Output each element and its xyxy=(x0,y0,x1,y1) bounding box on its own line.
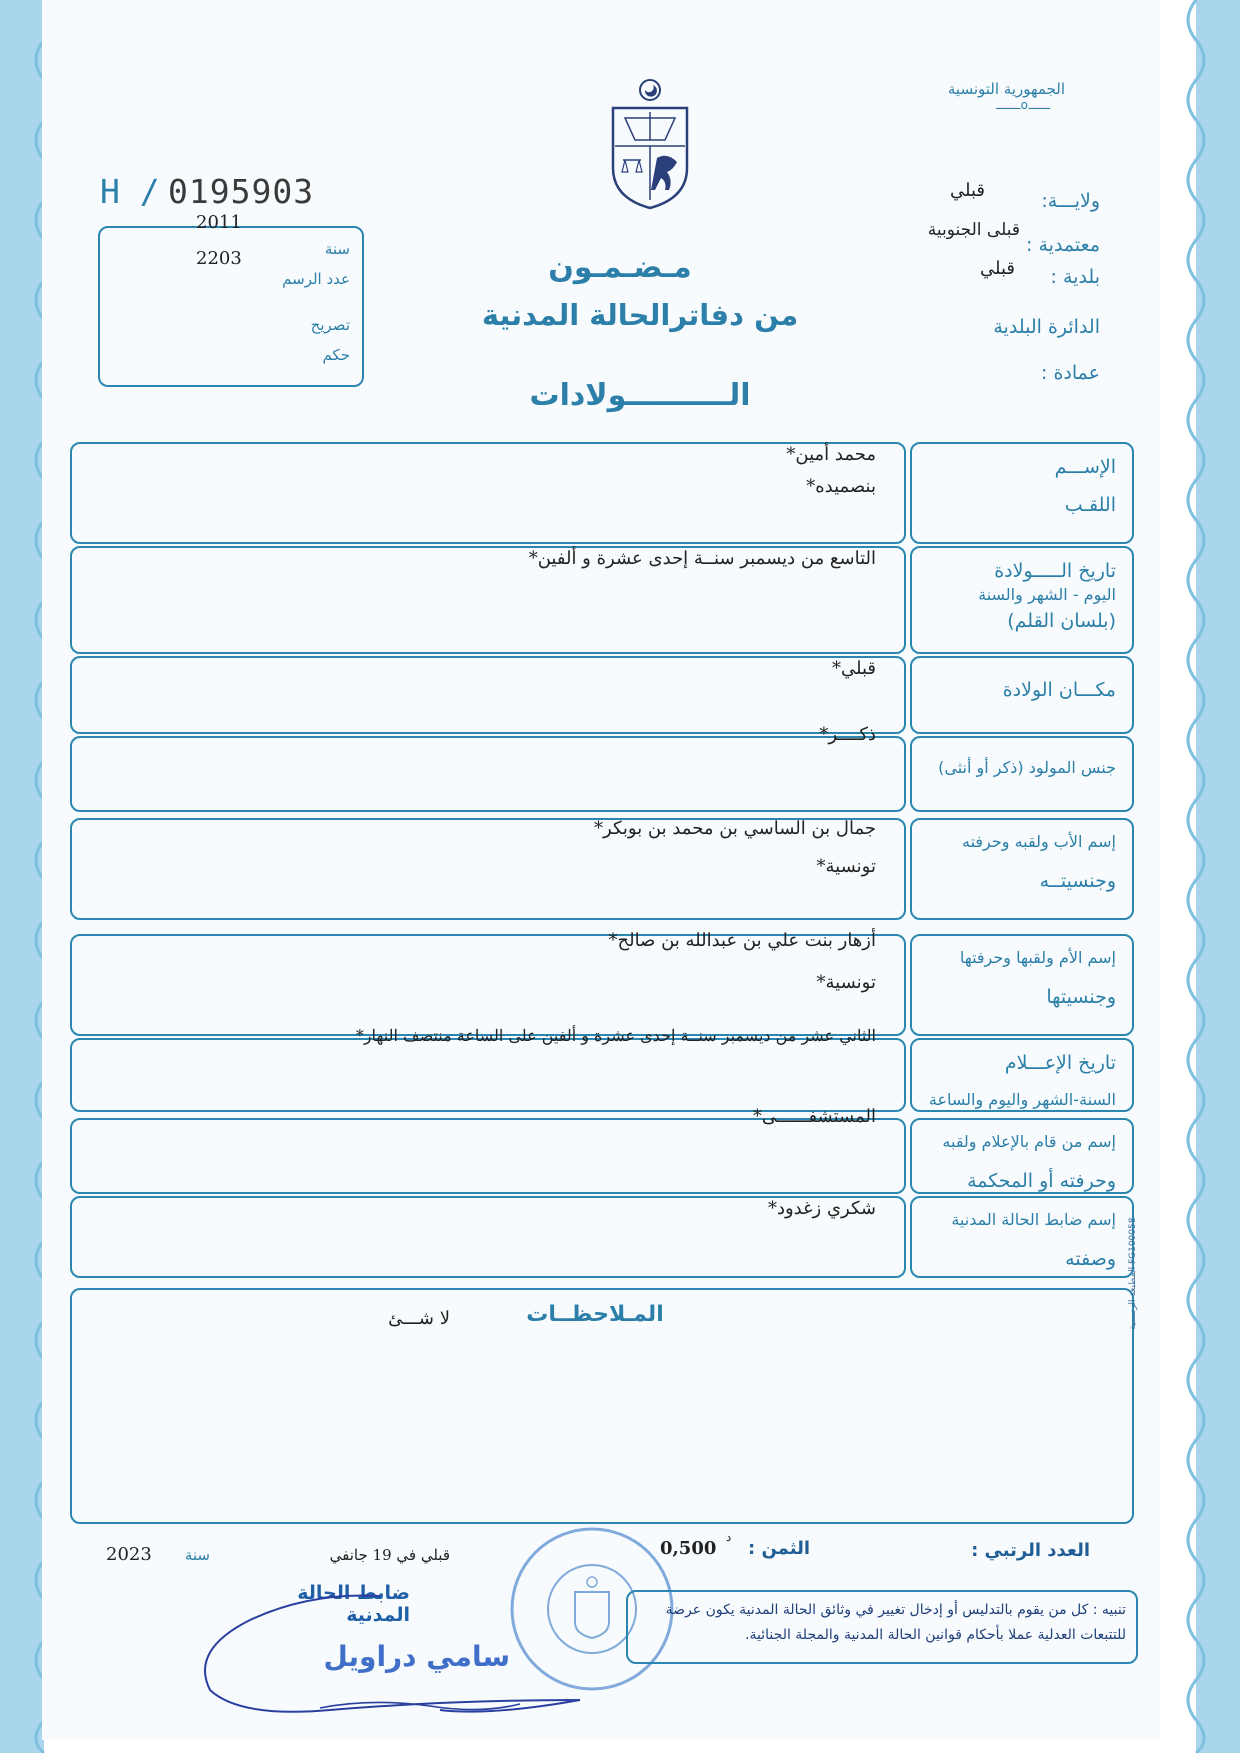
legal-notice: تنبيه : كل من يقوم بالتدليس أو إدخال تغيير في وثائق الحالة المدنية يكون عرضة للتتبعات العدلية عملا بأحكام قوانين الحالة المدنية والمجلة الجنائية. xyxy=(665,1602,1126,1643)
printer-mark: المطبعة الرسمية FG100058 xyxy=(1128,1217,1138,1330)
field-label-line: إسم ضابط الحالة المدنية xyxy=(951,1210,1116,1229)
serial-label: العدد الرتبي : xyxy=(971,1540,1090,1561)
field-value: أزهار بنت علي بن عبدالله بن صالح* xyxy=(608,930,876,951)
field-label-line: (بلسان القلم) xyxy=(1007,610,1116,632)
omada-label: عمادة : xyxy=(1041,362,1100,384)
place-date: قبلي في 19 جانفي xyxy=(329,1546,450,1564)
footer-year-value: 2023 xyxy=(106,1544,152,1565)
field-label-line: مكـــان الولادة xyxy=(1002,679,1116,701)
field-value: قبلي* xyxy=(832,658,876,679)
field-value-box xyxy=(70,1038,906,1112)
judgment-label: حكم xyxy=(322,346,350,364)
field-label-line: اللقـب xyxy=(1064,494,1116,516)
field-label-line: السنة-الشهر واليوم والساعة xyxy=(928,1090,1116,1109)
price-label: الثمن : xyxy=(747,1538,810,1559)
wilaya-value: قبلي xyxy=(950,180,985,201)
field-label-line: إسم من قام بالإعلام ولقبه xyxy=(942,1132,1116,1151)
wilaya-label: ولايـــة: xyxy=(1041,190,1100,212)
republic-underline-mark: ـــــــoــــــ xyxy=(995,98,1050,112)
republic-heading: الجمهورية التونسية xyxy=(947,80,1065,98)
record-year-label: سنة xyxy=(324,240,350,258)
field-value: المستشفــــــى* xyxy=(752,1106,876,1127)
footer-year-label: سنة xyxy=(184,1546,210,1564)
serial-prefix: H / xyxy=(100,172,160,211)
field-value: شكري زغدود* xyxy=(767,1198,876,1219)
motamadia-label: معتمدية : xyxy=(1026,234,1100,256)
declaration-label: تصريح xyxy=(310,316,350,334)
remarks-value: لا شـــئ xyxy=(388,1308,450,1329)
record-year-value: 2011 xyxy=(196,212,242,233)
remarks-label: المـلاحظــات xyxy=(526,1302,664,1327)
field-label-line: تاريخ الإعـــلام xyxy=(1004,1052,1116,1074)
field-value: ذكــــر* xyxy=(819,724,876,745)
decorative-border-right xyxy=(1160,0,1240,1753)
field-label-line: إسم الأب ولقبه وحرفته xyxy=(962,832,1116,851)
field-label-line: الإســـم xyxy=(1054,456,1116,478)
field-value: محمد أمين* xyxy=(786,444,876,465)
officer-name-stamp: سامي دراويل xyxy=(323,1640,510,1673)
field-value: التاسع من ديسمبر سنــة إحدى عشرة و ألفين* xyxy=(528,548,876,569)
baladia-value: قبلي xyxy=(980,258,1015,279)
serial-number: 0195903 xyxy=(168,172,315,211)
field-label-line: وجنسيتــه xyxy=(1039,870,1116,892)
field-label-line: جنس المولود (ذكر أو أنثى) xyxy=(938,758,1116,777)
record-number-label: عدد الرسم xyxy=(282,270,350,288)
field-value: بنصميده* xyxy=(806,476,876,497)
field-value-box xyxy=(70,736,906,812)
field-value: تونسية* xyxy=(816,972,876,993)
field-value: تونسية* xyxy=(816,856,876,877)
field-label-line: إسم الأم ولقبها وحرفتها xyxy=(959,948,1116,967)
title-sub: من دفاترالحالة المدنية xyxy=(481,298,799,332)
motamadia-value: قبلى الجنوبية xyxy=(927,220,1020,240)
coat-of-arms-icon xyxy=(605,78,695,210)
officer-title: ضابط الحالة المدنية xyxy=(297,1582,410,1626)
field-label-line: اليوم - الشهر والسنة xyxy=(978,585,1116,604)
daira-label: الدائرة البلدية xyxy=(993,316,1100,338)
title-main: مـضـمـون xyxy=(548,250,692,285)
field-label-line: وجنسيتها xyxy=(1046,986,1116,1008)
price-unit: د xyxy=(726,1530,732,1544)
record-number-value: 2203 xyxy=(196,248,242,269)
field-value: الثاني عشر من ديسمبر سنــة إحدى عشرة و ألفين على الساعة منتصف النهار* xyxy=(355,1026,876,1045)
field-value-box xyxy=(70,1118,906,1194)
price-value: 0,500 xyxy=(660,1538,717,1559)
baladia-label: بلدية : xyxy=(1050,266,1100,288)
field-value: جمال بن الساسي بن محمد بن بوبكر* xyxy=(594,818,876,839)
field-label-line: وحرفته أو المحكمة xyxy=(967,1170,1116,1192)
title-section: الــــــــــولادات xyxy=(529,378,751,413)
field-label-line: وصفته xyxy=(1065,1248,1116,1270)
field-label-line: تاريخ الـــــولادة xyxy=(994,560,1116,582)
